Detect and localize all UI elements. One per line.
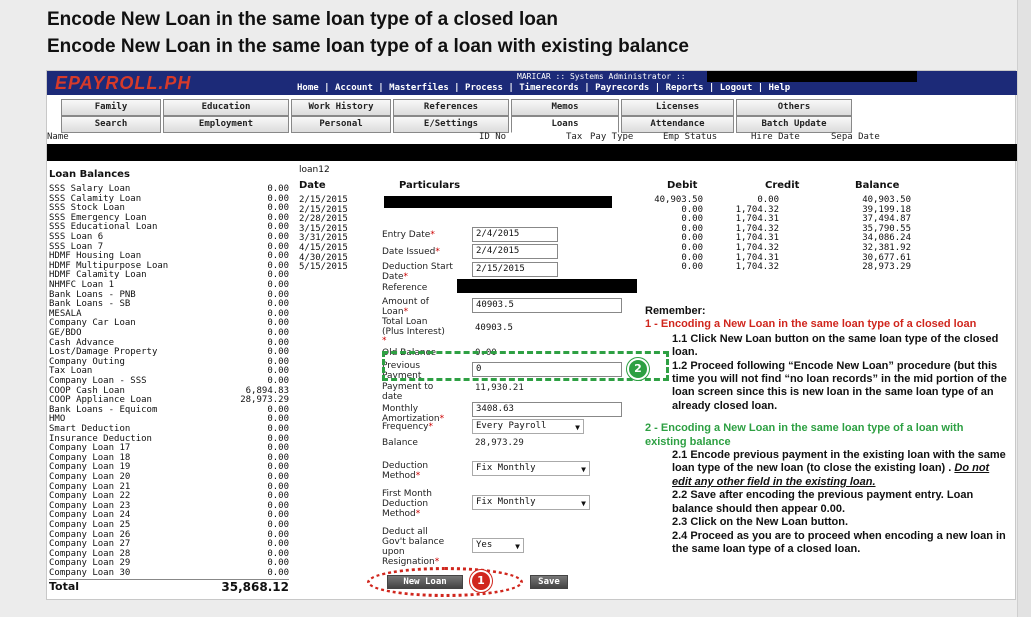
loan-type-name: SSS Loan 6: [49, 232, 104, 242]
first-month-select[interactable]: Fix Monthly ▼: [472, 495, 590, 510]
step-2-1: 2.1 Encode previous payment in the existing loan with the same loan type of the new loan (to close the existing loan) . Do not edit any other field in the existing loan.: [672, 449, 1006, 488]
redacted-particulars: [384, 196, 612, 208]
loan-type-name: SSS Educational Loan: [49, 222, 158, 233]
loan-type-name: COOP Appliance Loan: [49, 395, 152, 406]
loan-type-name: SSS Calamity Loan: [49, 193, 142, 204]
loan-type-balance: 0.00: [267, 241, 289, 252]
menu-separator: |: [318, 83, 335, 93]
date-issued-input[interactable]: 2/4/2015: [472, 244, 558, 259]
tab-e-settings[interactable]: E/Settings: [393, 116, 509, 133]
loan-type-balance: 0.00: [267, 280, 289, 290]
ledger-balance: 30,677.61: [862, 252, 911, 263]
ledger-debit: 0.00: [681, 223, 703, 234]
loan-type-name: NHMFC Loan 1: [49, 280, 115, 290]
loan-type-balance: 0.00: [267, 212, 289, 223]
ledger-date: 3/15/2015: [299, 223, 348, 234]
ledger-debit: 0.00: [681, 204, 703, 215]
ledger-balance: 34,086.24: [862, 233, 911, 244]
tab-memos[interactable]: Memos: [511, 99, 619, 116]
loan-type-balance: 0.00: [267, 232, 289, 242]
col-date: Date: [299, 180, 326, 191]
loan-type-balance: 0.00: [267, 289, 289, 300]
tab-family[interactable]: Family: [61, 99, 161, 116]
previous-payment-input[interactable]: 0: [472, 362, 622, 377]
ledger-balance: 35,790.55: [862, 223, 911, 234]
loan-type-name: Company Loan 17: [49, 443, 131, 454]
menu-timerecords[interactable]: Timerecords: [519, 83, 579, 93]
section-2-title: 2 - Encoding a New Loan in the same loan type of a loan with existing balance: [645, 422, 964, 448]
loan-type-balance: 0.00: [267, 366, 289, 377]
redacted-reference: [457, 279, 637, 293]
tab-employment[interactable]: Employment: [163, 116, 289, 133]
tab-personal[interactable]: Personal: [291, 116, 391, 133]
ledger-debit: 0.00: [681, 233, 703, 244]
loan-type-balance: 0.00: [267, 193, 289, 204]
loan-type-balance: 0.00: [267, 568, 289, 578]
main-menu: [297, 83, 790, 93]
ledger-date: 2/15/2015: [299, 204, 348, 215]
menu-separator: |: [649, 83, 666, 93]
loan-type-balance: 0.00: [267, 270, 289, 281]
page-title-2: Encode New Loan in the same loan type of a loan with existing balance: [47, 36, 689, 57]
menu-masterfiles[interactable]: Masterfiles: [389, 83, 449, 93]
ledger-debit: 0.00: [681, 262, 703, 273]
total-loan-label: Total Loan (Plus Interest): [382, 317, 445, 337]
loan-type-balance: 28,973.29: [240, 395, 289, 406]
loan-type-name: HDMF Multipurpose Loan: [49, 260, 169, 271]
tab-attendance[interactable]: Attendance: [621, 116, 734, 133]
window-edge: [1017, 0, 1031, 617]
total-value: 35,868.12: [221, 580, 289, 594]
menu-home[interactable]: Home: [297, 83, 319, 93]
section-1-title: 1 - Encoding a New Loan in the same loan type of a closed loan: [645, 318, 977, 331]
loan-type-balance: 0.00: [267, 491, 289, 502]
loan-type-balance: 0.00: [267, 443, 289, 454]
loan-type-balance: 0.00: [267, 510, 289, 521]
loan-type-balance: 0.00: [267, 424, 289, 434]
loan-type-name: Bank Loans - PNB: [49, 289, 136, 300]
step-1-1: 1.1 Click New Loan button on the same loan type of the closed loan.: [672, 332, 999, 359]
loan-type-name: SSS Salary Loan: [49, 184, 131, 194]
loan-type-name: Company Loan 23: [49, 500, 131, 511]
ledger-balance: 37,494.87: [862, 214, 911, 225]
ledger-balance: 32,381.92: [862, 243, 911, 253]
column-sepa-date: Sepa Date: [831, 132, 880, 142]
loan-balance-row[interactable]: [49, 300, 289, 310]
column-emp-status: Emp Status: [663, 132, 718, 142]
ledger-credit: 0.00: [757, 195, 779, 205]
step-2-2: 2.2 Save after encoding the previous payment entry. Loan balance should then appear 0.00.: [672, 489, 974, 515]
loan-type-name: Bank Loans - Equicom: [49, 404, 158, 415]
loan-type-name: Insurance Deduction: [49, 433, 152, 444]
tab-work-history[interactable]: Work History: [291, 99, 391, 116]
col-balance: Balance: [855, 180, 900, 191]
employee-columns: [47, 132, 1017, 144]
ledger-credit: 1,704.32: [735, 243, 779, 253]
ledger-date: 4/30/2015: [299, 252, 348, 263]
header-bar: [47, 71, 1017, 95]
loan-type-name: Company Loan 27: [49, 539, 131, 550]
highlight-previous-payment: [382, 351, 669, 381]
ledger-credit: 1,704.32: [735, 223, 779, 234]
menu-separator: |: [502, 83, 520, 93]
deduction-method-select[interactable]: Fix Monthly ▼: [472, 461, 590, 476]
reference-label: Reference: [382, 283, 428, 293]
balance-label: Balance: [382, 438, 418, 448]
loan-type-name: Company Loan 19: [49, 462, 131, 473]
col-debit: Debit: [667, 180, 698, 191]
loan-type-balance: 0.00: [267, 299, 289, 310]
ledger-balance: 28,973.29: [862, 262, 911, 273]
ledger-credit: 1,704.31: [735, 252, 779, 263]
step-1-marker: 1: [472, 572, 490, 590]
entry-date-label: Entry Date*: [382, 230, 435, 240]
loan-type-name: Bank Loans - SB: [49, 299, 131, 310]
page-title-1: Encode New Loan in the same loan type of a closed loan: [47, 9, 558, 30]
menu-separator: |: [703, 83, 720, 93]
monthly-amortization-input[interactable]: 3408.63: [472, 402, 622, 417]
ledger-credit: 1,704.32: [735, 262, 779, 273]
ledger-date: 4/15/2015: [299, 243, 348, 253]
menu-separator: |: [372, 83, 390, 93]
column-name: Name: [47, 132, 69, 142]
app-window: EPAYROLL.PH MARICAR :: Systems Administrator :: Home | Account | Masterfiles | Process | Timerecords | Payrecords | Reports | Logout | Help Family Education Work History References Memos Licenses Others Search Employment Personal E/Settings Loans Attendance Batch Update Name ID No Tax Pay Type Emp Status Hire Date Sepa Date Loan Balances SSS Salary Loan 0.00 SSS Calamity Loan 0.00 SSS Stock Loan 0.00 SSS Emergency Loan 0.00 SSS Educational Loan 0.00 SSS Loan 6 0.00 SSS Loan 7 0.00 HDMF Housing Loan 0.00 HDMF Multipurpose Loan 0.00 HDMF Calamity Loan 0.00 NHMFC Loan 1 0.00 Bank Loans - PNB 0.00 Bank Loans - SB 0.00 MESALA 0.00 Company Car Loan 0.00 GE/BDO 0.00 Cash Advance 0.00 Lost/Damage Property 0.00 Company Outing 0.00 Tax Loan 0.00 Company Loan - SSS 0.00 COOP Cash Loan 6,894.83 COOP Appliance Loan 28,973.29 Bank Loans - Equicom 0.00 HMO 0.00 Smart Deduction 0.00 Insurance Deduction 0.00 Company Loan 17 0.00 Company Loan 18 0.00 Company Loan 19 0.00 Company Loan 20 0.00 Company Loan 21 0.00 Company Loan 22 0.00 Company Loan 23 0.00 Company Loan 24 0.00 Company Loan 25 0.00 Company Loan 26 0.00 Company Loan 27 0.00 Company Loan 28 0.00 Company Loan 29 0.00 Company Loan 30 0.00 Total 35,868.12 loan12 Date Particulars Debit Credit Balance 2/15/2015 40,903.50 0.00 40,903.50 2/15/2015 0.00 1,704.32 39,199.18 2/28/2015 0.00 1,704.31 37,494.87 3/15/2015 0.00 1,704.32 35,790.55 3/31/2015 0.00 1,704.31 34,086.24 4/15/2015 0.00 1,704.32 32,381.92 4/30/2015 0.00 1,704.31 30,677.61 5/15/2015 0.00 1,704.32 28,973.29 Entry Date* 2/4/2015 Date Issued* 2/4/2015 Deduction Start Date* 2/15/2015 Reference Amount of Loan* 40903.5 Total Loan (Plus Interest) 40903.5 * Old Balance 0.00 Previous Payment 0 Payment to date 11,930.21 Monthly Amortization* 3408.63 Frequency* Every Payroll ▼ Balance 28,973.29 Deduction Method* Fix Monthly ▼ First Month Deduction Method* Fix Monthly ▼ Deduct all Gov't balance upon Resignation* Yes ▼ New Loan Save 2 1 Remember: 1 - Encoding a New Loan in the same loan type of a closed loan 1.1 Click New Loan button on the same loan type of the closed loan. 1.2 Proceed following “Encode New Loan” procedure (but this time you will not find “no loan records” in the mid portion of the loan screen since this is new loan in the same loan type of an already closed loan. 2 - Encoding a New Loan in the same loan type of a loan with existing balance 2.1 Encode previous payment in the existing loan with the same loan type of the new loan (to close the existing loan) . Do not edit any other field in the existing loan. 2.2 Save after encoding the previous payment entry. Loan balance should then appear 0.00. 2.3 Click on the New Loan button. 2.4 Proceed as you are to proceed when encoding a new loan in the same loan type of a closed loan.: [46, 70, 1016, 600]
menu-help[interactable]: Help: [768, 83, 791, 93]
loan-type-name: HDMF Housing Loan: [49, 251, 142, 262]
old-balance-label: Old Balance: [382, 348, 437, 358]
redacted-user: [707, 71, 917, 82]
loan-type-balance: 0.00: [267, 548, 289, 559]
column-tax: Tax: [566, 132, 583, 142]
ledger-balance: 40,903.50: [862, 195, 911, 205]
tab-references[interactable]: References: [393, 99, 509, 116]
deduction-start-input[interactable]: 2/15/2015: [472, 262, 558, 277]
ledger-balance: 39,199.18: [862, 204, 911, 215]
ledger-date: 2/28/2015: [299, 214, 348, 225]
loan-type-balance: 0.00: [267, 452, 289, 463]
loan-balance-row[interactable]: [49, 569, 289, 579]
loan-type-balance: 0.00: [267, 404, 289, 415]
loan-type-balance: 0.00: [267, 376, 289, 386]
tab-loans[interactable]: Loans: [511, 116, 619, 133]
monthly-amortization-label: Monthly Amortization*: [382, 404, 445, 424]
loan-type-balance: 0.00: [267, 337, 289, 348]
loan-type-balance: 0.00: [267, 356, 289, 367]
loan-type-name: SSS Loan 7: [49, 241, 104, 252]
col-particulars: Particulars: [399, 180, 461, 191]
loan-type-balance: 0.00: [267, 529, 289, 540]
step-2-marker: 2: [629, 360, 647, 378]
remember-notes: [645, 305, 1007, 556]
loan-balance-row[interactable]: [49, 319, 289, 329]
loan-type-name: Company Loan 18: [49, 452, 131, 463]
loan-type-balance: 0.00: [267, 222, 289, 233]
loan-type-name: Tax Loan: [49, 366, 93, 377]
ledger-date: 5/15/2015: [299, 262, 348, 273]
amount-label: Amount of Loan*: [382, 297, 429, 317]
loan-type-balance: 0.00: [267, 539, 289, 550]
loan-type-name: HDMF Calamity Loan: [49, 270, 147, 281]
frequency-label: Frequency*: [382, 422, 433, 432]
previous-payment-label: Previous Payment: [382, 361, 422, 381]
loan-type-name: Company Loan 20: [49, 472, 131, 482]
tab-batch-update[interactable]: Batch Update: [736, 116, 852, 133]
redacted-employee-row: [47, 144, 1017, 161]
loan-type-balance: 6,894.83: [245, 385, 289, 396]
loan-type-name: Smart Deduction: [49, 424, 131, 434]
deduct-all-select[interactable]: Yes ▼: [472, 538, 524, 553]
loan-type-name: GE/BDO: [49, 328, 82, 338]
balance-value: 28,973.29: [475, 438, 524, 448]
loan-type-balance: 0.00: [267, 328, 289, 338]
loan-type-balance: 0.00: [267, 308, 289, 319]
loan-type-name: HMO: [49, 414, 66, 425]
loan-code: loan12: [299, 165, 330, 175]
loan-type-name: Company Outing: [49, 356, 125, 367]
loan-type-balance: 0.00: [267, 203, 289, 214]
loan-type-balance: 0.00: [267, 251, 289, 262]
loan-type-balance: 0.00: [267, 481, 289, 492]
step-1-2: 1.2 Proceed following “Encode New Loan” procedure (but this time you will not find “no loan records” in the mid portion of the loan screen since this is new loan in the same loan type of an already closed loan.: [672, 359, 1007, 412]
menu-account[interactable]: Account: [334, 83, 373, 93]
loan-type-name: Company Loan 21: [49, 481, 131, 492]
loan-type-name: SSS Stock Loan: [49, 203, 125, 214]
ledger-debit: 0.00: [681, 243, 703, 253]
deduct-all-label: Deduct all Gov't balance upon Resignation*: [382, 527, 445, 567]
payment-to-date-label: Payment to date: [382, 382, 434, 402]
ledger-credit: 1,704.31: [735, 233, 779, 244]
loan-type-balance: 0.00: [267, 347, 289, 358]
loan-balances-title: Loan Balances: [49, 169, 130, 180]
loan-balance-row[interactable]: [49, 406, 289, 416]
loan-type-balance: 0.00: [267, 433, 289, 444]
loan-type-balance: 0.00: [267, 472, 289, 482]
menu-separator: |: [578, 83, 596, 93]
column-pay-type: Pay Type: [590, 132, 634, 142]
step-2-4: 2.4 Proceed as you are to proceed when encoding a new loan in the same loan type of a closed loan.: [672, 529, 1006, 555]
remember-title: Remember:: [645, 305, 706, 317]
loan-type-name: Company Loan 26: [49, 529, 131, 540]
date-issued-label: Date Issued*: [382, 247, 440, 257]
loan-type-balance: 0.00: [267, 414, 289, 425]
tab-education[interactable]: Education: [163, 99, 289, 116]
menu-process[interactable]: Process: [465, 83, 503, 93]
deduction-start-label: Deduction Start Date*: [382, 262, 453, 282]
payment-to-date-value: 11,930.21: [475, 383, 524, 393]
loan-type-name: Company Loan 29: [49, 558, 131, 569]
menu-separator: |: [448, 83, 466, 93]
menu-reports[interactable]: Reports: [665, 83, 704, 93]
column-id-no: ID No: [479, 132, 507, 142]
ledger-debit: 40,903.50: [654, 195, 703, 205]
first-month-label: First Month Deduction Method*: [382, 489, 433, 519]
loan-type-name: Company Loan 28: [49, 548, 131, 559]
loan-type-balance: 0.00: [267, 558, 289, 569]
amount-input[interactable]: 40903.5: [472, 298, 622, 313]
ledger-credit: 1,704.31: [735, 214, 779, 225]
loan-type-balance: 0.00: [267, 260, 289, 271]
ledger-credit: 1,704.32: [735, 204, 779, 215]
loan-type-name: Company Car Loan: [49, 318, 136, 329]
tab-others[interactable]: Others: [736, 99, 852, 116]
ledger-debit: 0.00: [681, 252, 703, 263]
ledger-date: 2/15/2015: [299, 195, 348, 205]
column-hire-date: Hire Date: [751, 132, 800, 142]
loan-type-name: MESALA: [49, 308, 82, 319]
menu-payrecords[interactable]: Payrecords: [595, 83, 650, 93]
col-credit: Credit: [765, 180, 800, 191]
total-loan-value: 40903.5: [472, 322, 622, 337]
loan-type-balance: 0.00: [267, 318, 289, 329]
ledger-date: 3/31/2015: [299, 233, 348, 244]
step-2-3: 2.3 Click on the New Loan button.: [672, 516, 849, 529]
loan-type-balance: 0.00: [267, 462, 289, 473]
highlight-new-loan: [367, 567, 523, 597]
logo: EPAYROLL.PH: [55, 73, 192, 93]
user-line: MARICAR :: Systems Administrator ::: [517, 72, 686, 81]
loan-type-balance: 0.00: [267, 184, 289, 194]
ledger-debit: 0.00: [681, 214, 703, 225]
menu-logout[interactable]: Logout: [719, 83, 753, 93]
loan-type-name: COOP Cash Loan: [49, 385, 125, 396]
loan-type-name: Company Loan - SSS: [49, 376, 147, 386]
frequency-select[interactable]: Every Payroll ▼: [472, 419, 584, 434]
save-button[interactable]: Save: [530, 575, 568, 589]
loan-type-name: Company Loan 30: [49, 568, 131, 578]
entry-date-input[interactable]: 2/4/2015: [472, 227, 558, 242]
tab-licenses[interactable]: Licenses: [621, 99, 734, 116]
loan-type-name: SSS Emergency Loan: [49, 212, 147, 223]
loan-type-name: Company Loan 24: [49, 510, 131, 521]
loan-type-balance: 0.00: [267, 520, 289, 530]
total-label: Total: [49, 580, 80, 593]
deduction-method-label: Deduction Method*: [382, 461, 429, 481]
loan-balances-total: [49, 579, 289, 593]
old-balance-value: 0.00: [475, 348, 497, 358]
menu-separator: |: [752, 83, 769, 93]
loan-type-name: Company Loan 22: [49, 491, 131, 502]
loan-type-name: Company Loan 25: [49, 520, 131, 530]
loan-type-balance: 0.00: [267, 500, 289, 511]
loan-type-name: Lost/Damage Property: [49, 347, 158, 358]
tab-search[interactable]: Search: [61, 116, 161, 133]
new-loan-button[interactable]: New Loan: [387, 575, 463, 589]
loan-type-name: Cash Advance: [49, 337, 115, 348]
